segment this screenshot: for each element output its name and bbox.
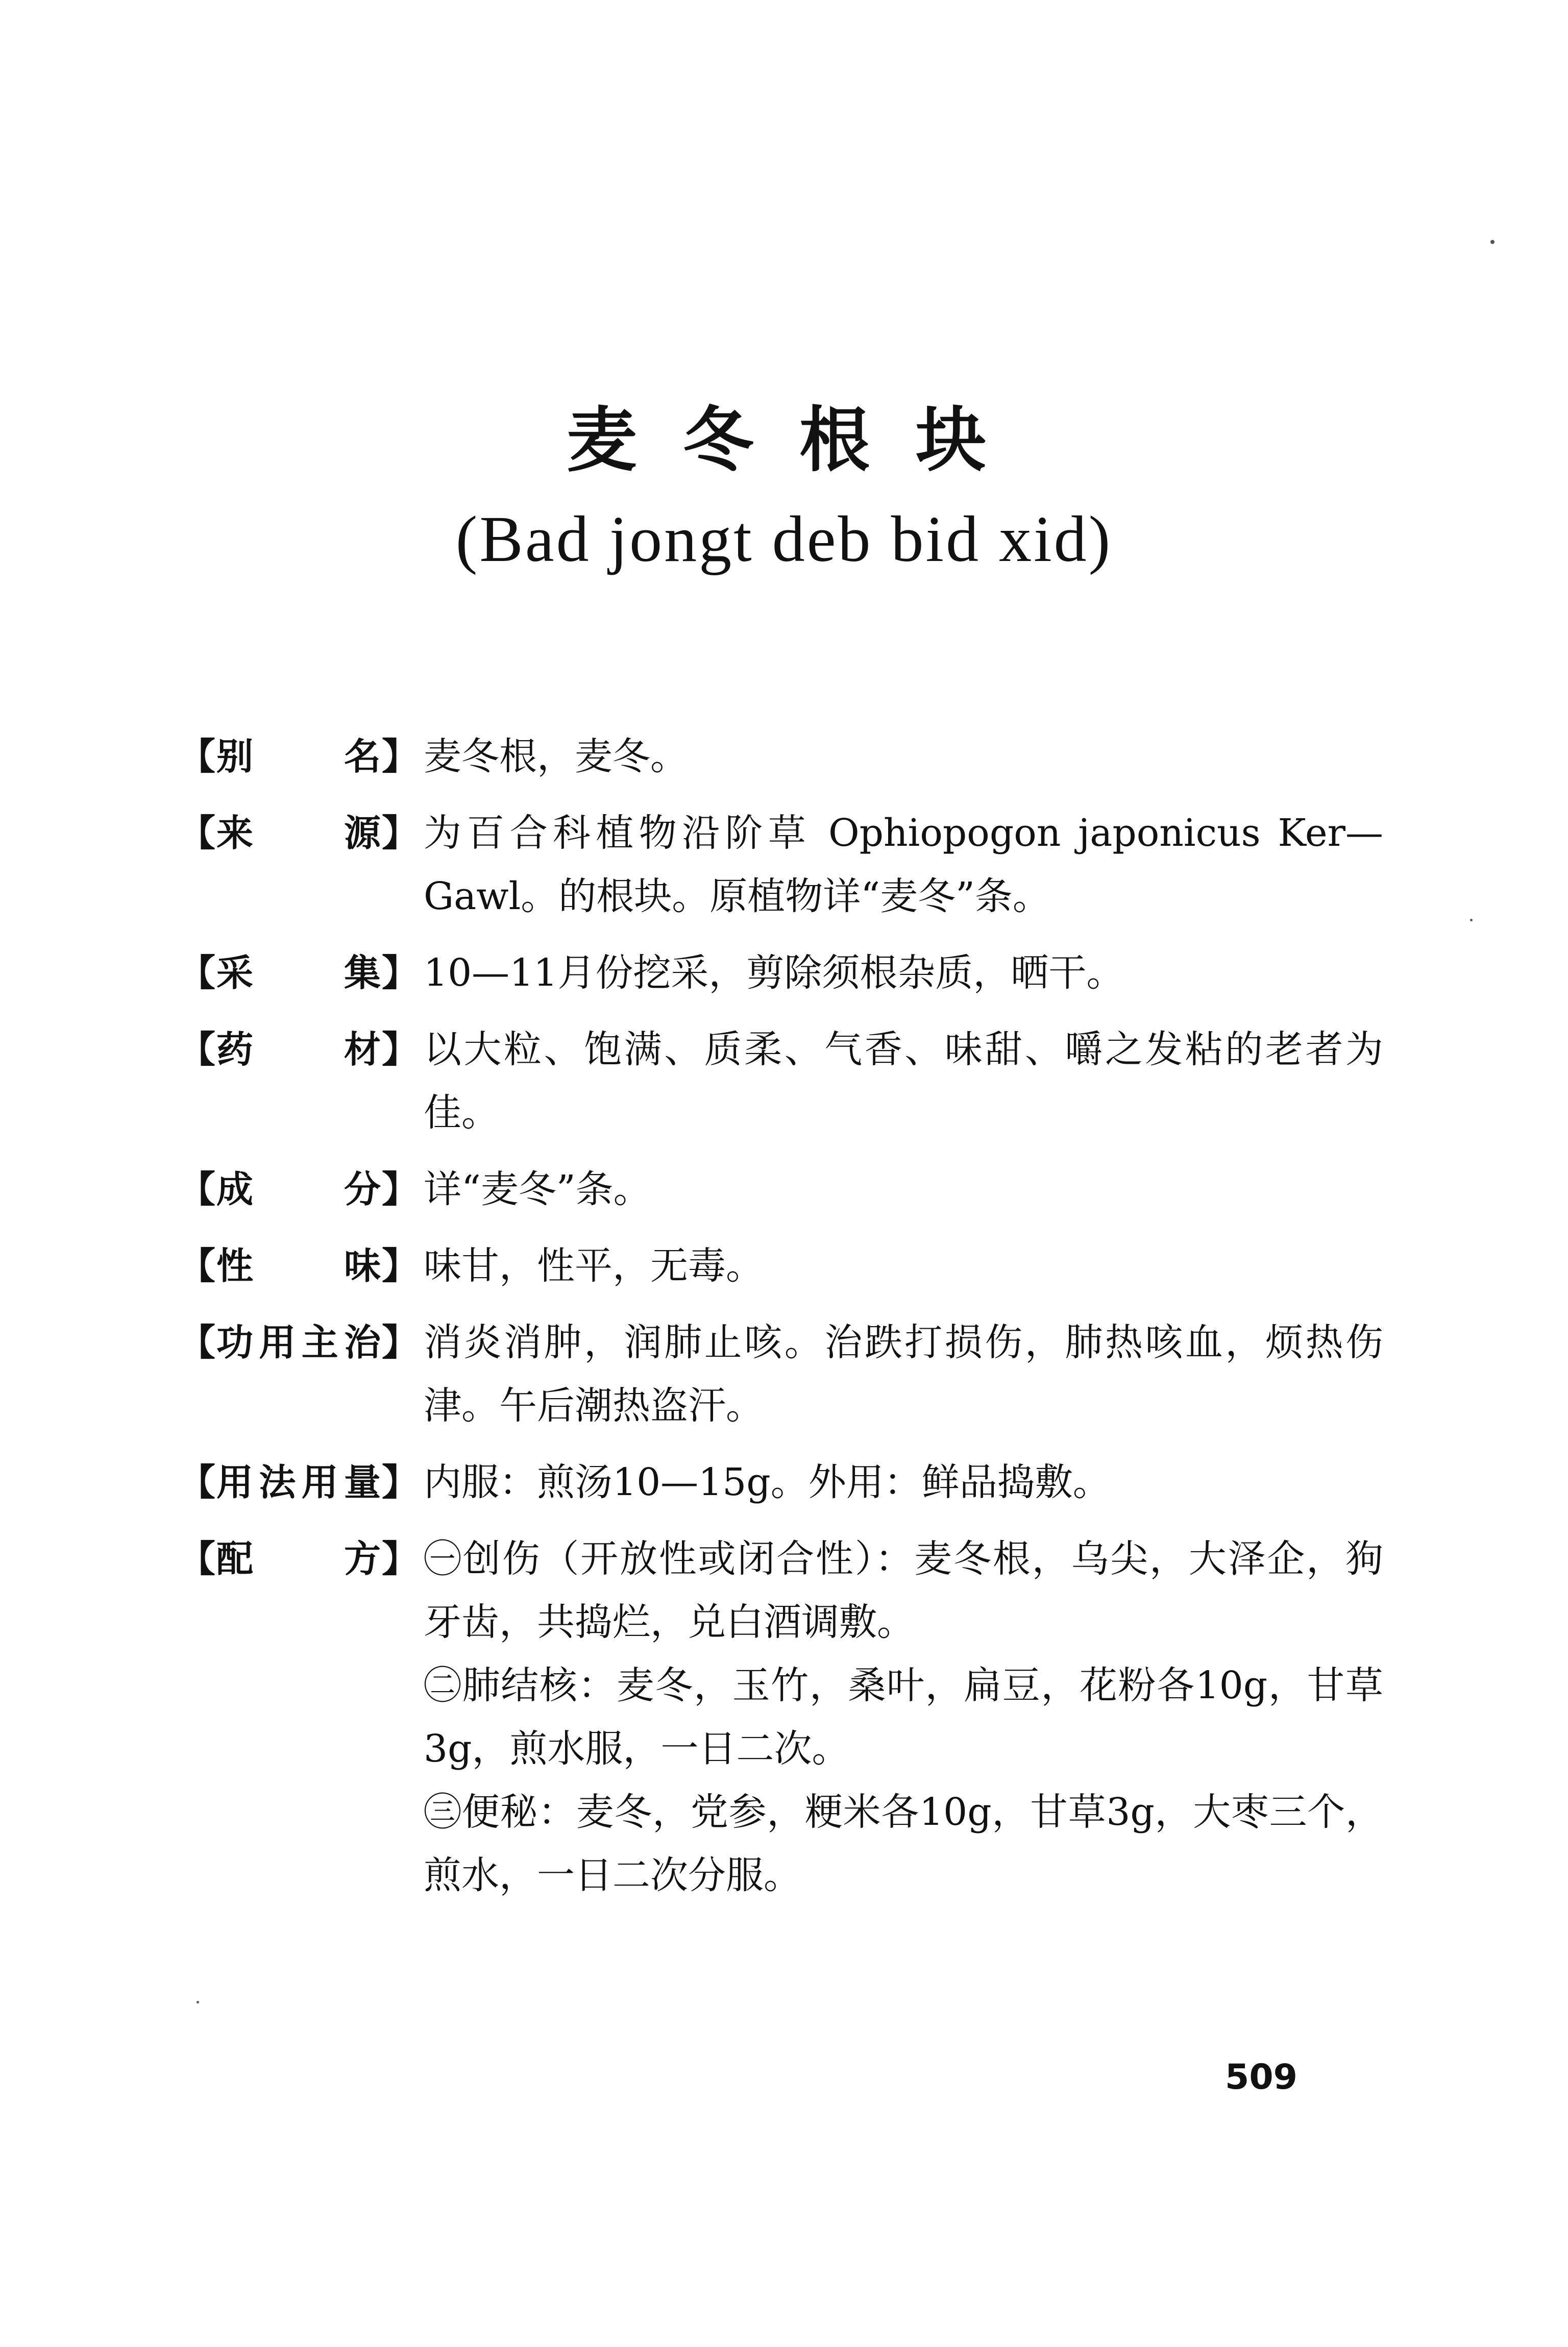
entry-content: 10—11月份挖采，剪除须根杂质，晒干。	[424, 951, 1124, 995]
entry-content: 消炎消肿，润肺止咳。治跌打损伤，肺热咳血，烦热伤津。午后潮热盗汗。	[424, 1321, 1383, 1428]
entry-label	[179, 1451, 419, 1514]
entry-content: 麦冬根，麦冬。	[424, 735, 688, 778]
scan-speck	[197, 2001, 199, 2003]
page-number: 509	[1225, 2057, 1297, 2097]
label-bracket-close: 】	[381, 1168, 419, 1211]
scan-speck	[1490, 240, 1494, 244]
entry-title: 麦冬根块	[566, 399, 1032, 481]
entry-content: 味甘，性平，无毒。	[424, 1244, 764, 1288]
entry-composition	[179, 1158, 1383, 1221]
label-bracket-close: 】	[381, 812, 419, 854]
label-bracket-close: 】	[381, 1537, 419, 1580]
entry-label	[179, 1234, 419, 1298]
label-bracket-close: 】	[381, 1321, 419, 1364]
label-text: 功用主治	[216, 1321, 381, 1364]
entry-label	[179, 1311, 419, 1374]
entry-nature-taste	[179, 1234, 1383, 1298]
entry-content: 内服：煎汤10—15g。外用：鲜品捣敷。	[424, 1460, 1111, 1504]
entry-collection	[179, 941, 1383, 1005]
entry-label	[179, 801, 419, 865]
label-bracket-close: 】	[381, 1028, 419, 1071]
entry-content	[419, 1527, 1383, 1907]
entry-material	[179, 1018, 1383, 1144]
entry-dosage	[179, 1451, 1383, 1514]
label-text: 来源	[216, 812, 381, 854]
entry-title-pinyin: (Bad jongt deb bid xid)	[455, 503, 1113, 575]
recipe-item: ㊀创伤（开放性或闭合性）：麦冬根，乌尖，大泽企，狗牙齿，共捣烂，兑白酒调敷。	[424, 1537, 1383, 1644]
label-bracket-open: 【	[179, 1244, 216, 1287]
entry-content: 以大粒、饱满、质柔、气香、味甜、嚼之发粘的老者为佳。	[424, 1028, 1383, 1135]
label-bracket-close: 】	[381, 1461, 419, 1504]
label-text: 性味	[216, 1244, 381, 1287]
label-bracket-open: 【	[179, 1461, 216, 1504]
label-bracket-close: 】	[381, 1244, 419, 1287]
entry-list	[179, 725, 1383, 1920]
label-text: 别名	[216, 735, 381, 778]
entry-label	[179, 941, 419, 1005]
label-bracket-open: 【	[179, 1537, 216, 1580]
label-bracket-open: 【	[179, 1321, 216, 1364]
label-bracket-open: 【	[179, 1168, 216, 1211]
label-bracket-open: 【	[179, 951, 216, 994]
entry-source	[179, 801, 1383, 928]
entry-label	[179, 1158, 419, 1221]
label-bracket-close: 】	[381, 735, 419, 778]
recipe-item: ㊁肺结核：麦冬，玉竹，桑叶，扁豆，花粉各10g，甘草3g，煎水服，一日二次。	[424, 1664, 1383, 1771]
label-bracket-open: 【	[179, 735, 216, 778]
entry-indications	[179, 1311, 1383, 1437]
label-text: 成分	[216, 1168, 381, 1211]
label-text: 配方	[216, 1537, 381, 1580]
entry-label	[179, 1527, 419, 1591]
recipe-item: ㊂便秘：麦冬，党参，粳米各10g，甘草3g，大枣三个，煎水，一日二次分服。	[424, 1790, 1383, 1897]
entry-content: 详“麦冬”条。	[424, 1167, 651, 1211]
label-text: 药材	[216, 1028, 381, 1071]
entry-content: 为百合科植物沿阶草 Ophiopogon japonicus Ker—Gawl。的根块。原植物详“麦冬”条。	[424, 811, 1383, 918]
label-bracket-close: 】	[381, 951, 419, 994]
label-bracket-open: 【	[179, 812, 216, 854]
entry-prescription	[179, 1527, 1383, 1907]
label-text: 采集	[216, 951, 381, 994]
label-text: 用法用量	[216, 1461, 381, 1504]
entry-label	[179, 1018, 419, 1081]
scan-speck	[1470, 919, 1473, 921]
entry-alias	[179, 725, 1383, 788]
label-bracket-open: 【	[179, 1028, 216, 1071]
entry-label	[179, 725, 419, 788]
